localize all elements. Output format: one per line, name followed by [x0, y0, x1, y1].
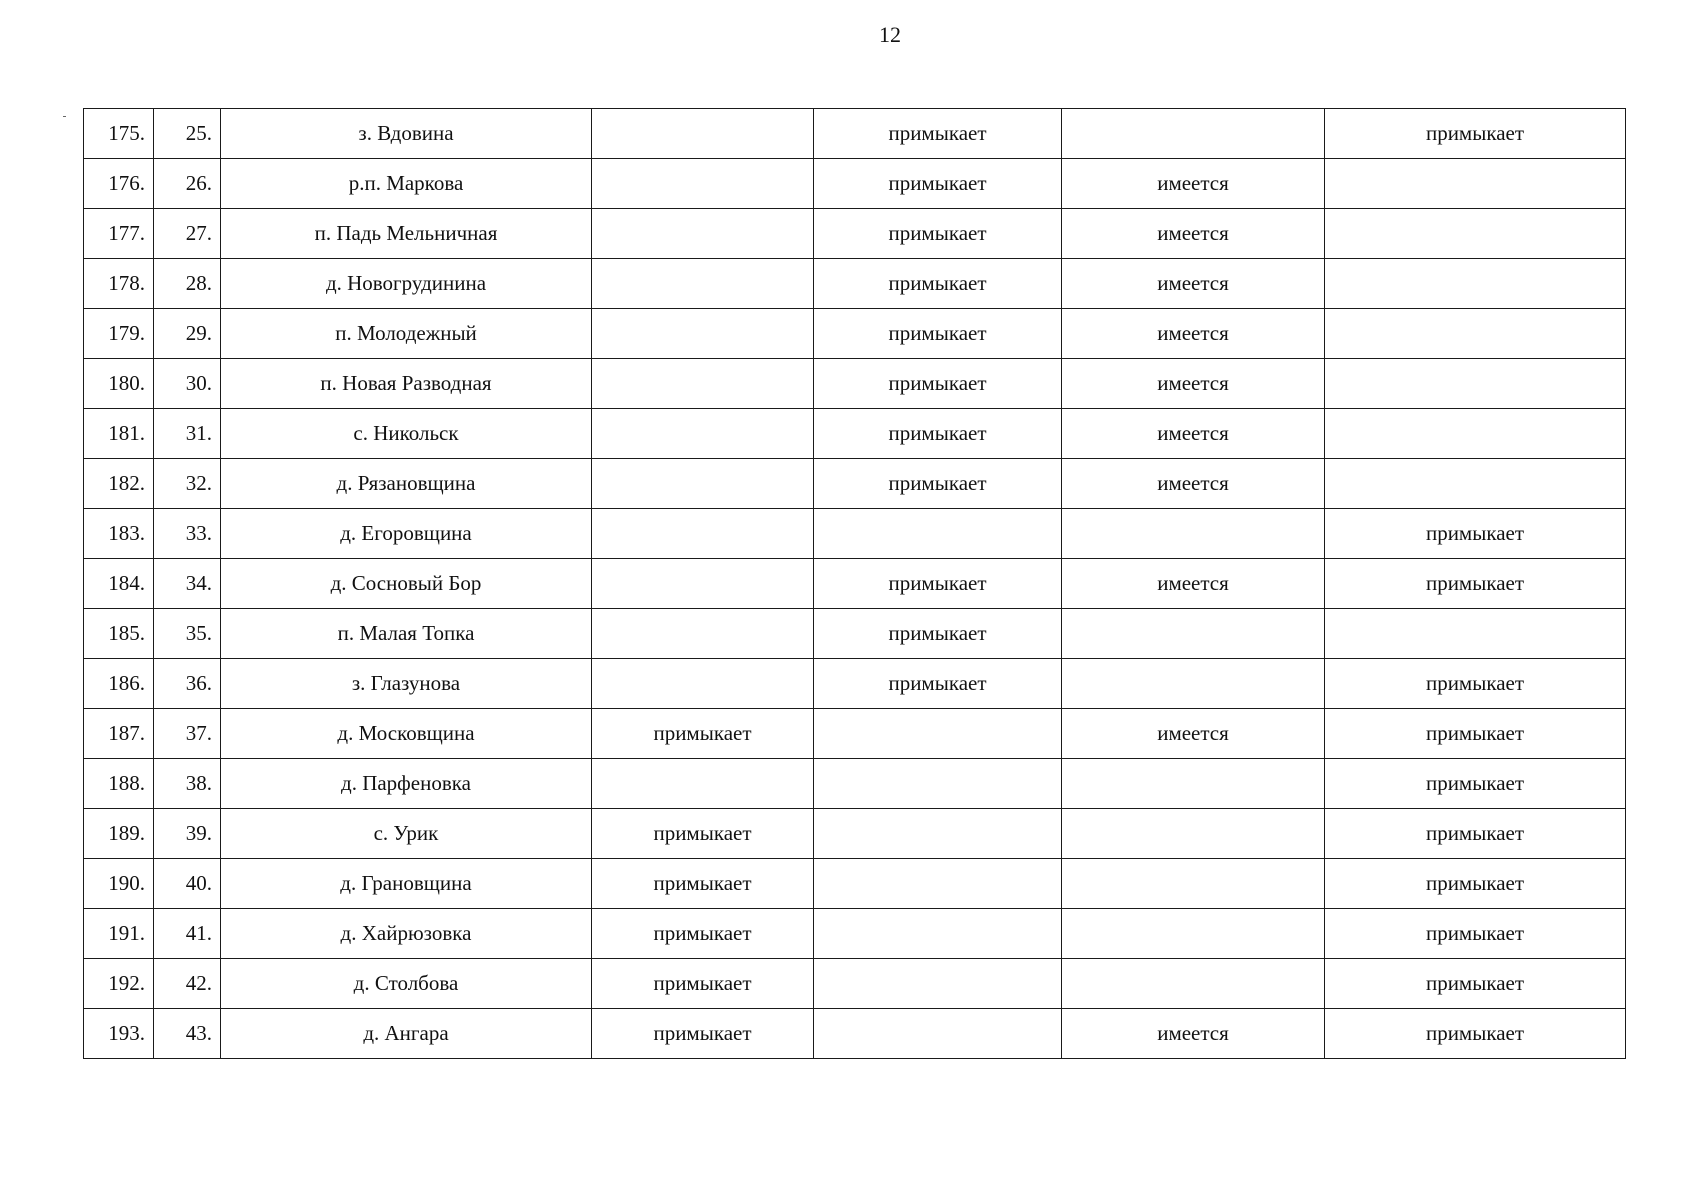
column-4-cell: примыкает — [592, 809, 814, 859]
column-5-cell — [814, 709, 1062, 759]
settlement-name-cell: п. Молодежный — [221, 309, 592, 359]
column-5-cell — [814, 759, 1062, 809]
column-7-cell: примыкает — [1325, 859, 1626, 909]
column-4-cell — [592, 559, 814, 609]
column-6-cell: имеется — [1062, 459, 1325, 509]
row-number-cell: 181. — [84, 409, 154, 459]
row-number-cell: 189. — [84, 809, 154, 859]
column-4-cell — [592, 409, 814, 459]
local-number-cell: 28. — [154, 259, 221, 309]
column-4-cell: примыкает — [592, 909, 814, 959]
column-4-cell: примыкает — [592, 959, 814, 1009]
column-6-cell — [1062, 609, 1325, 659]
table-row — [84, 359, 1626, 409]
column-7-cell: примыкает — [1325, 659, 1626, 709]
settlement-name-cell: р.п. Маркова — [221, 159, 592, 209]
column-7-cell: примыкает — [1325, 109, 1626, 159]
column-4-cell — [592, 309, 814, 359]
local-number-cell: 36. — [154, 659, 221, 709]
table-body — [84, 109, 1626, 1059]
column-6-cell: имеется — [1062, 409, 1325, 459]
column-4-cell — [592, 759, 814, 809]
column-5-cell: примыкает — [814, 309, 1062, 359]
settlement-name-cell: д. Столбова — [221, 959, 592, 1009]
column-7-cell: примыкает — [1325, 1009, 1626, 1059]
local-number-cell: 34. — [154, 559, 221, 609]
column-7-cell: примыкает — [1325, 559, 1626, 609]
page-number: 12 — [879, 22, 901, 47]
settlement-name-cell: д. Егоровщина — [221, 509, 592, 559]
local-number-cell: 39. — [154, 809, 221, 859]
column-7-cell — [1325, 609, 1626, 659]
table-row — [84, 209, 1626, 259]
settlement-name-cell: з. Вдовина — [221, 109, 592, 159]
column-5-cell — [814, 909, 1062, 959]
row-number-cell: 187. — [84, 709, 154, 759]
settlements-table — [83, 108, 1626, 1059]
table-row — [84, 859, 1626, 909]
local-number-cell: 40. — [154, 859, 221, 909]
local-number-cell: 26. — [154, 159, 221, 209]
local-number-cell: 35. — [154, 609, 221, 659]
column-7-cell: примыкает — [1325, 909, 1626, 959]
table-row — [84, 1009, 1626, 1059]
column-5-cell — [814, 509, 1062, 559]
table-row — [84, 609, 1626, 659]
column-4-cell: примыкает — [592, 709, 814, 759]
column-4-cell — [592, 359, 814, 409]
settlement-name-cell: з. Глазунова — [221, 659, 592, 709]
column-5-cell: примыкает — [814, 459, 1062, 509]
local-number-cell: 37. — [154, 709, 221, 759]
settlement-name-cell: д. Рязановщина — [221, 459, 592, 509]
settlement-name-cell: д. Московщина — [221, 709, 592, 759]
column-4-cell — [592, 259, 814, 309]
column-6-cell: имеется — [1062, 209, 1325, 259]
column-7-cell — [1325, 459, 1626, 509]
local-number-cell: 33. — [154, 509, 221, 559]
column-4-cell — [592, 509, 814, 559]
column-5-cell: примыкает — [814, 259, 1062, 309]
column-6-cell: имеется — [1062, 309, 1325, 359]
table-row — [84, 709, 1626, 759]
settlement-name-cell: д. Грановщина — [221, 859, 592, 909]
settlement-name-cell: д. Ангара — [221, 1009, 592, 1059]
column-5-cell: примыкает — [814, 659, 1062, 709]
column-4-cell: примыкает — [592, 1009, 814, 1059]
column-7-cell — [1325, 409, 1626, 459]
column-5-cell: примыкает — [814, 359, 1062, 409]
local-number-cell: 32. — [154, 459, 221, 509]
local-number-cell: 38. — [154, 759, 221, 809]
column-6-cell: имеется — [1062, 559, 1325, 609]
column-4-cell — [592, 159, 814, 209]
row-number-cell: 182. — [84, 459, 154, 509]
column-6-cell: имеется — [1062, 159, 1325, 209]
column-7-cell: примыкает — [1325, 709, 1626, 759]
column-5-cell: примыкает — [814, 209, 1062, 259]
column-7-cell — [1325, 359, 1626, 409]
row-number-cell: 193. — [84, 1009, 154, 1059]
column-4-cell: примыкает — [592, 859, 814, 909]
column-6-cell — [1062, 859, 1325, 909]
column-6-cell — [1062, 759, 1325, 809]
column-4-cell — [592, 609, 814, 659]
column-6-cell: имеется — [1062, 1009, 1325, 1059]
column-6-cell — [1062, 659, 1325, 709]
settlement-name-cell: д. Парфеновка — [221, 759, 592, 809]
column-7-cell — [1325, 309, 1626, 359]
column-6-cell: имеется — [1062, 709, 1325, 759]
column-5-cell: примыкает — [814, 159, 1062, 209]
local-number-cell: 30. — [154, 359, 221, 409]
stray-mark — [63, 116, 66, 117]
row-number-cell: 180. — [84, 359, 154, 409]
table-row — [84, 109, 1626, 159]
column-5-cell — [814, 1009, 1062, 1059]
row-number-cell: 191. — [84, 909, 154, 959]
row-number-cell: 188. — [84, 759, 154, 809]
local-number-cell: 29. — [154, 309, 221, 359]
column-5-cell: примыкает — [814, 559, 1062, 609]
column-6-cell — [1062, 909, 1325, 959]
table-row — [84, 559, 1626, 609]
row-number-cell: 190. — [84, 859, 154, 909]
local-number-cell: 43. — [154, 1009, 221, 1059]
column-4-cell — [592, 659, 814, 709]
table-row — [84, 459, 1626, 509]
table-row — [84, 809, 1626, 859]
row-number-cell: 184. — [84, 559, 154, 609]
settlement-name-cell: п. Падь Мельничная — [221, 209, 592, 259]
column-7-cell — [1325, 159, 1626, 209]
settlement-name-cell: с. Никольск — [221, 409, 592, 459]
settlement-name-cell: п. Новая Разводная — [221, 359, 592, 409]
row-number-cell: 175. — [84, 109, 154, 159]
local-number-cell: 41. — [154, 909, 221, 959]
local-number-cell: 25. — [154, 109, 221, 159]
table-row — [84, 159, 1626, 209]
table-row — [84, 659, 1626, 709]
column-6-cell — [1062, 109, 1325, 159]
row-number-cell: 178. — [84, 259, 154, 309]
column-4-cell — [592, 109, 814, 159]
column-4-cell — [592, 459, 814, 509]
row-number-cell: 185. — [84, 609, 154, 659]
table-row — [84, 909, 1626, 959]
column-7-cell — [1325, 259, 1626, 309]
column-7-cell: примыкает — [1325, 509, 1626, 559]
table-row — [84, 309, 1626, 359]
row-number-cell: 177. — [84, 209, 154, 259]
row-number-cell: 192. — [84, 959, 154, 1009]
settlement-name-cell: п. Малая Топка — [221, 609, 592, 659]
column-6-cell — [1062, 959, 1325, 1009]
table-row — [84, 959, 1626, 1009]
column-7-cell: примыкает — [1325, 809, 1626, 859]
row-number-cell: 183. — [84, 509, 154, 559]
table-row — [84, 759, 1626, 809]
column-5-cell: примыкает — [814, 609, 1062, 659]
local-number-cell: 27. — [154, 209, 221, 259]
column-6-cell: имеется — [1062, 359, 1325, 409]
column-5-cell — [814, 859, 1062, 909]
table-row — [84, 409, 1626, 459]
column-7-cell — [1325, 209, 1626, 259]
column-6-cell — [1062, 509, 1325, 559]
table-row — [84, 259, 1626, 309]
local-number-cell: 42. — [154, 959, 221, 1009]
row-number-cell: 179. — [84, 309, 154, 359]
table-row — [84, 509, 1626, 559]
column-4-cell — [592, 209, 814, 259]
column-7-cell: примыкает — [1325, 959, 1626, 1009]
row-number-cell: 186. — [84, 659, 154, 709]
column-6-cell: имеется — [1062, 259, 1325, 309]
row-number-cell: 176. — [84, 159, 154, 209]
settlement-name-cell: д. Сосновый Бор — [221, 559, 592, 609]
column-5-cell — [814, 809, 1062, 859]
column-5-cell: примыкает — [814, 409, 1062, 459]
column-6-cell — [1062, 809, 1325, 859]
column-7-cell: примыкает — [1325, 759, 1626, 809]
settlement-name-cell: с. Урик — [221, 809, 592, 859]
settlement-name-cell: д. Новогрудинина — [221, 259, 592, 309]
settlement-name-cell: д. Хайрюзовка — [221, 909, 592, 959]
column-5-cell — [814, 959, 1062, 1009]
column-5-cell: примыкает — [814, 109, 1062, 159]
local-number-cell: 31. — [154, 409, 221, 459]
